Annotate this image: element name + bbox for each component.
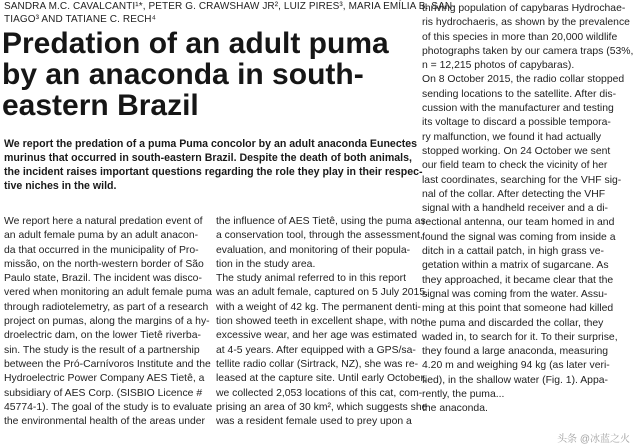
body-line: was an adult female, captured on 5 July 2015, (216, 287, 428, 299)
body-line: at 4-5 years. After equipped with a GPS/sa- (216, 344, 416, 356)
body-line: its voltage to discard a possible tempora- (422, 117, 611, 129)
body-line: prising an area of 30 km², which suggests she (216, 401, 428, 413)
author-line-2: TIAGO³ AND TATIANE C. RECH⁴ (4, 14, 157, 25)
watermark: 头条 @冰蓝之火 (557, 434, 630, 445)
abstract-line: We report the predation of a puma Puma concolor by an adult anaconda Eunectes (4, 138, 418, 150)
body-line: cussion with the manufacturer and testing (422, 103, 614, 115)
body-line: nal of the collar. After detecting the VHF (422, 188, 606, 200)
body-line: ditch in a cattail patch, in high grass ve- (422, 246, 604, 258)
body-line: was a resident female used to prey upon a (216, 416, 412, 428)
body-line: project on pumas, along the margins of a hy- (4, 316, 210, 328)
body-line: thriving population of capybaras Hydrochae- (422, 3, 626, 14)
body-line: the puma and discarded the collar, they (422, 317, 604, 329)
body-line: our field team to check the vicinity of her (422, 160, 608, 172)
body-column-1 (4, 215, 213, 429)
body-line: an adult female puma by an adult anacon- (4, 230, 199, 242)
body-line: missão, on the north-western border of São (4, 258, 204, 270)
title-line: eastern Brazil (2, 89, 199, 122)
body-line: leased at the capture site. Until early October, (216, 373, 427, 385)
body-line: last coordinates, searching for the VHF sig- (422, 174, 622, 186)
body-line: 45774-1). The goal of the study is to evaluate (4, 401, 213, 413)
abstract-line: the incident raises important questions regarding the role they play in their respec- (4, 166, 423, 178)
author-line-1: SANDRA M.C. CAVALCANTI¹*, PETER G. CRAWSHAW JR², LUIZ PIRES³, MARIA EMÍLIA B. SAN- (4, 1, 456, 12)
body-line: rectional antenna, our team homed in and (422, 217, 615, 229)
body-line: evaluation, and monitoring of their popula- (216, 244, 411, 256)
body-column-2 (216, 215, 428, 429)
body-line: ris hydrochaeris, as shown by the prevalence (422, 17, 630, 29)
body-line: signal was coming from the water. Assu- (422, 288, 608, 300)
body-line: they found a large anaconda, measuring (422, 346, 609, 358)
body-line: droelectric dam, on the lower Tietê riverba- (4, 330, 201, 342)
body-line: Hydroelectric Power Company AES Tietê, a (4, 373, 205, 385)
body-line: excessive wear, and her age was estimated (216, 330, 417, 342)
abstract-line: tive niches in the wild. (4, 180, 117, 192)
body-line: the influence of AES Tietê, using the puma as (216, 216, 426, 227)
body-line: getation within a matrix of sugarcane. As (422, 260, 609, 272)
body-line: the anaconda. (422, 403, 488, 415)
body-line: tellite radio collar (Sirtrack, NZ), she was re- (216, 358, 419, 370)
body-line: Paulo state, Brazil. The incident was disco- (4, 273, 202, 285)
title-line: by an anaconda in south- (2, 58, 364, 91)
body-line: with a weight of 42 kg. The permanent denti- (216, 301, 421, 313)
abstract-line: murinus that occurred in south-eastern Brazil. Despite the death of both animals, (4, 152, 412, 164)
body-line: the environmental health of the areas under (4, 416, 206, 428)
body-line: sending locations to the satellite. After dis- (422, 88, 617, 100)
body-line: da that occurred in the municipality of Pro- (4, 244, 199, 256)
title-line: Predation of an adult puma (2, 27, 389, 60)
body-column-3 (422, 2, 636, 417)
body-line: signal with a handheld receiver and a di- (422, 203, 608, 215)
body-line: stopped working. On 24 October we sent (422, 145, 611, 157)
body-line: through radiotelemetry, as part of a research (4, 301, 209, 313)
body-line: ry malfunction, we found it had actually (422, 131, 602, 143)
body-line: 4.20 m and weighing 94 kg (as later veri- (422, 360, 610, 372)
body-line: rently, the puma... (422, 389, 505, 401)
body-line: sin. The study is the result of a partnership (4, 344, 200, 356)
body-line: a conservation tool, through the assessment, (216, 230, 423, 242)
body-line: between the Pró-Carnívoros Institute and the (4, 358, 211, 370)
body-line: tion showed teeth in excellent shape, with no (216, 316, 423, 328)
body-line: On 8 October 2015, the radio collar stopped (422, 74, 625, 86)
body-line: The study animal referred to in this report (216, 273, 407, 285)
body-line: found the signal was coming from inside a (422, 231, 616, 243)
body-line: tion in the study area. (216, 258, 316, 270)
article-title (2, 28, 402, 121)
body-line: waded in, to search for it. To their surprise, (422, 331, 618, 343)
body-line: photographs taken by our camera traps (53%, (422, 45, 634, 57)
body-line: We report here a natural predation event of (4, 216, 203, 227)
body-line: subsidiary of AES Corp. (SISBIO Licence # (4, 387, 203, 399)
abstract (4, 137, 423, 193)
body-line: fied), in the shallow water (Fig. 1). Appa- (422, 374, 608, 386)
body-line: of this species in more than 20,000 wildlife (422, 31, 618, 43)
body-line: ming at this point that someone had killed (422, 303, 614, 315)
body-line: we collected 2,053 locations of this cat, com- (216, 387, 423, 399)
body-line: n = 12,215 photos of capybaras). (422, 60, 575, 72)
body-line: they approached, it became clear that the (422, 274, 614, 286)
body-line: vered when monitoring an adult female puma (4, 287, 212, 299)
